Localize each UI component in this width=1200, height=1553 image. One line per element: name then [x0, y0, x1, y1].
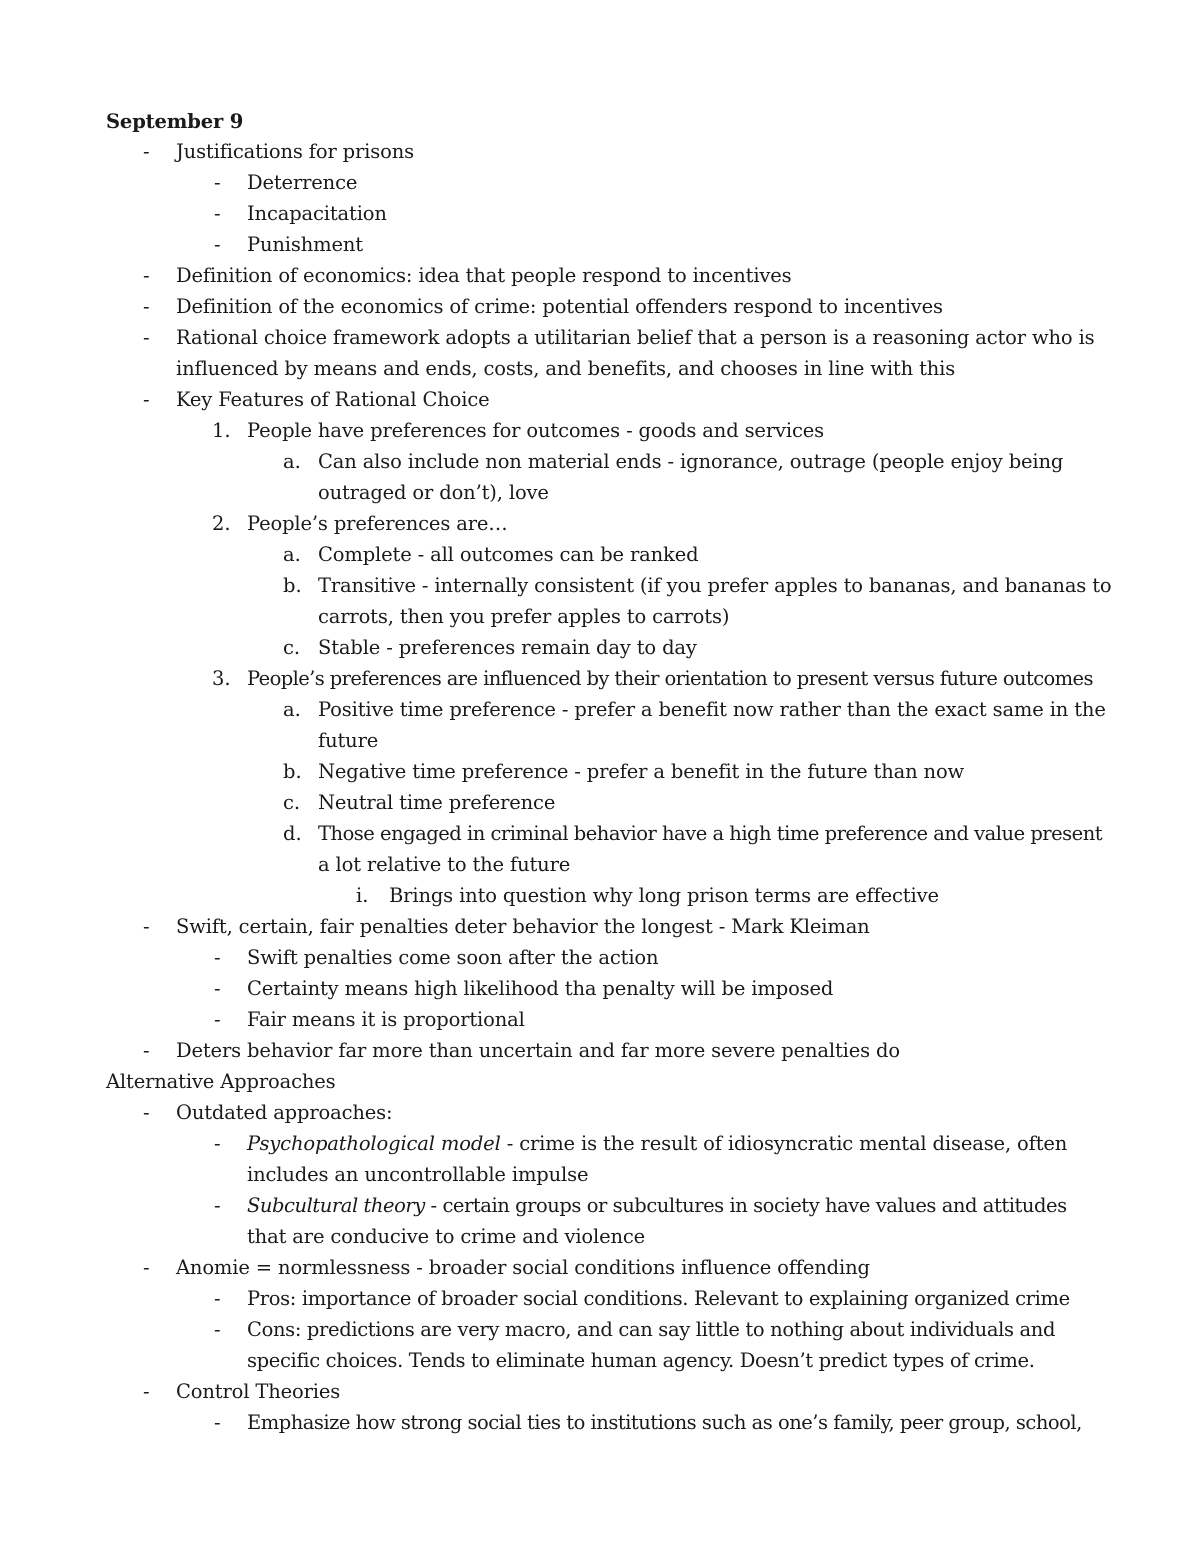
- list-item-continuation: outraged or don’t), love: [318, 481, 549, 504]
- list-item: Control Theories: [176, 1380, 341, 1403]
- list-item: Fair means it is proportional: [247, 1008, 525, 1031]
- bullet-marker: -: [143, 264, 150, 287]
- bullet-marker: -: [143, 1101, 150, 1124]
- roman-marker: i.: [356, 884, 369, 907]
- list-item-continuation: specific choices. Tends to eliminate human agency. Doesn’t predict types of crime.: [247, 1349, 1035, 1372]
- list-item: Punishment: [247, 233, 363, 256]
- list-item: Outdated approaches:: [176, 1101, 393, 1124]
- letter-marker: b.: [283, 760, 302, 783]
- bullet-marker: -: [214, 946, 221, 969]
- list-item-continuation: future: [318, 729, 379, 752]
- bullet-marker: -: [143, 1039, 150, 1062]
- bullet-marker: -: [214, 1411, 221, 1434]
- bullet-marker: -: [143, 915, 150, 938]
- list-item: Brings into question why long prison terms are effective: [389, 884, 939, 907]
- bullet-marker: -: [214, 1194, 221, 1217]
- letter-marker: a.: [283, 698, 301, 721]
- bullet-marker: -: [143, 1256, 150, 1279]
- list-item: [247, 1131, 1067, 1157]
- list-item: Positive time preference - prefer a benefit now rather than the exact same in the: [318, 698, 1106, 721]
- bullet-marker: -: [143, 1380, 150, 1403]
- list-item-continuation: carrots, then you prefer apples to carrots): [318, 605, 730, 628]
- list-item: Negative time preference - prefer a benefit in the future than now: [318, 760, 965, 783]
- list-item: Complete - all outcomes can be ranked: [318, 543, 699, 566]
- bullet-marker: -: [214, 977, 221, 1000]
- list-item: Justifications for prisons: [176, 140, 414, 163]
- list-item-continuation: includes an uncontrollable impulse: [247, 1163, 589, 1186]
- list-item: Key Features of Rational Choice: [176, 388, 490, 411]
- list-item: Definition of the economics of crime: potential offenders respond to incentives: [176, 295, 943, 318]
- list-item: Transitive - internally consistent (if you prefer apples to bananas, and bananas to: [318, 574, 1112, 597]
- letter-marker: a.: [283, 450, 301, 473]
- list-item: Pros: importance of broader social conditions. Relevant to explaining organized crime: [247, 1287, 1070, 1310]
- bullet-marker: -: [214, 1132, 221, 1155]
- list-item: Cons: predictions are very macro, and can say little to nothing about individuals and: [247, 1318, 1056, 1341]
- list-item: Deters behavior far more than uncertain and far more severe penalties do: [176, 1039, 900, 1062]
- letter-marker: a.: [283, 543, 301, 566]
- list-item: Anomie = normlessness - broader social conditions influence offending: [176, 1256, 870, 1279]
- list-item: Rational choice framework adopts a utilitarian belief that a person is a reasoning actor who is: [176, 326, 1095, 349]
- number-marker: 1.: [212, 419, 231, 442]
- bullet-marker: -: [143, 295, 150, 318]
- letter-marker: d.: [283, 822, 302, 845]
- section-heading-alternative-approaches: Alternative Approaches: [106, 1070, 336, 1093]
- term-emphasis: Subcultural theory: [247, 1194, 425, 1217]
- list-item-continuation: a lot relative to the future: [318, 853, 571, 876]
- number-marker: 3.: [212, 667, 231, 690]
- list-item: Those engaged in criminal behavior have a high time preference and value present: [318, 822, 1103, 845]
- bullet-marker: -: [214, 1008, 221, 1031]
- term-definition: - certain groups or subcultures in society have values and attitudes: [424, 1194, 1067, 1217]
- list-item: Incapacitation: [247, 202, 387, 225]
- list-item: [247, 1193, 1067, 1219]
- bullet-marker: -: [214, 1287, 221, 1310]
- list-item: Definition of economics: idea that people respond to incentives: [176, 264, 792, 287]
- bullet-marker: -: [143, 388, 150, 411]
- list-item: Neutral time preference: [318, 791, 556, 814]
- list-item: People have preferences for outcomes - goods and services: [247, 419, 824, 442]
- list-item: Deterrence: [247, 171, 358, 194]
- list-item: Can also include non material ends - ignorance, outrage (people enjoy being: [318, 450, 1064, 473]
- bullet-marker: -: [143, 140, 150, 163]
- number-marker: 2.: [212, 512, 231, 535]
- section-heading-september-9: September 9: [106, 110, 244, 133]
- list-item-continuation: influenced by means and ends, costs, and benefits, and chooses in line with this: [176, 357, 956, 380]
- list-item: Emphasize how strong social ties to institutions such as one’s family, peer group, school,: [247, 1411, 1082, 1434]
- letter-marker: c.: [283, 636, 301, 659]
- list-item: People’s preferences are influenced by their orientation to present versus future outcomes: [247, 667, 1093, 690]
- bullet-marker: -: [214, 202, 221, 225]
- list-item: Stable - preferences remain day to day: [318, 636, 697, 659]
- bullet-marker: -: [143, 326, 150, 349]
- term-definition: - crime is the result of idiosyncratic mental disease, often: [500, 1132, 1068, 1155]
- bullet-marker: -: [214, 233, 221, 256]
- bullet-marker: -: [214, 171, 221, 194]
- term-emphasis: Psychopathological model: [247, 1132, 501, 1155]
- letter-marker: c.: [283, 791, 301, 814]
- list-item: Swift penalties come soon after the action: [247, 946, 659, 969]
- letter-marker: b.: [283, 574, 302, 597]
- list-item: People’s preferences are…: [247, 512, 508, 535]
- list-item-continuation: that are conducive to crime and violence: [247, 1225, 646, 1248]
- list-item: Swift, certain, fair penalties deter behavior the longest - Mark Kleiman: [176, 915, 870, 938]
- list-item: Certainty means high likelihood tha penalty will be imposed: [247, 977, 834, 1000]
- bullet-marker: -: [214, 1318, 221, 1341]
